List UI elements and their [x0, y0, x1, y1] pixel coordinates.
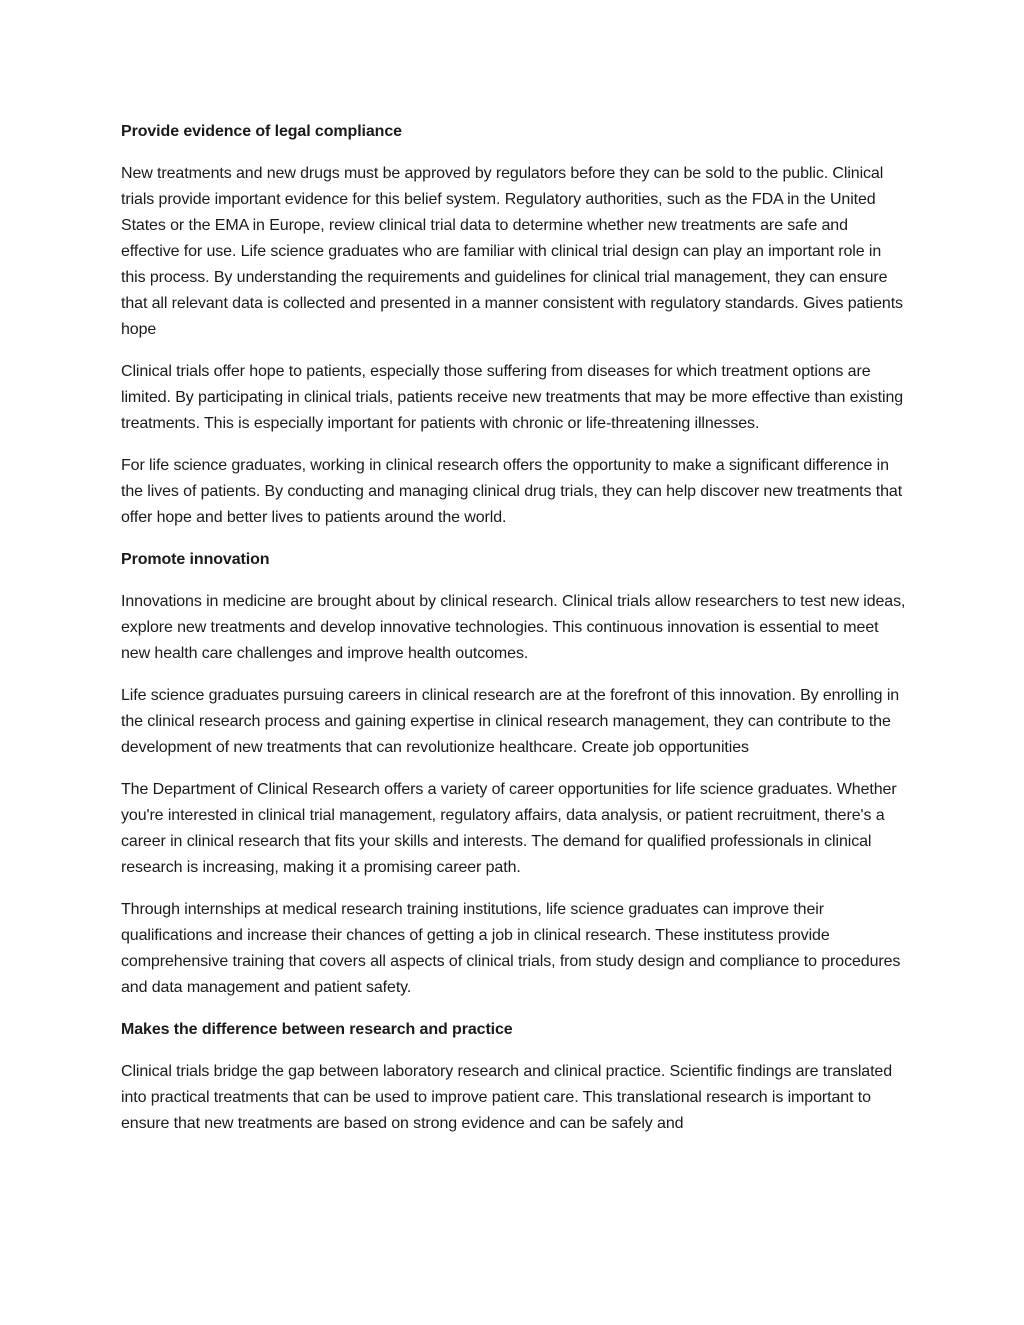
- section-heading-legal-compliance: Provide evidence of legal compliance: [121, 123, 402, 140]
- paragraph-translational-research: Clinical trials bridge the gap between laboratory research and clinical practice. Scientific findings are translated into practical treatments that can be used to improve patient care. This translational research is important to ensure that new treatments are based on strong evidence and can be safely and: [121, 1063, 893, 1132]
- paragraph-regulatory-approval: New treatments and new drugs must be approved by regulators before they can be sold to the public. Clinical trials provide important evidence for this belief system. Regulatory authorities, such as the FDA in the United States or the EMA in Europe, review clinical trial data to determine whether new treatments are safe and effective for use. Life science graduates who are familiar with clinical trial design can play an important role in this process. By understanding the requirements and guidelines for clinical trial management, they can ensure that all relevant data is collected and presented in a manner consistent with regulatory standards. Gives patients hope: [121, 165, 903, 338]
- paragraph-medical-innovation: Innovations in medicine are brought about by clinical research. Clinical trials allow researchers to test new ideas, explore new treatments and develop innovative technologies. This continuous innovation is essential to meet new health care challenges and improve health outcomes.: [121, 593, 906, 662]
- section-heading-promote-innovation: Promote innovation: [121, 551, 270, 568]
- paragraph-forefront-innovation: Life science graduates pursuing careers in clinical research are at the forefront of this innovation. By enrolling in the clinical research process and gaining expertise in clinical research management, they can contribute to the development of new treatments that can revolutionize healthcare. Create job opportunities: [121, 687, 900, 756]
- paragraph-internships: Through internships at medical research training institutions, life science graduates can improve their qualifications and increase their chances of getting a job in clinical research. These institutess provide comprehensive training that covers all aspects of clinical trials, from study design and compliance to procedures and data management and patient safety.: [121, 901, 901, 996]
- paragraph-hope-for-patients: Clinical trials offer hope to patients, especially those suffering from diseases for which treatment options are limited. By participating in clinical trials, patients receive new treatments that may be more effective than existing treatments. This is especially important for patients with chronic or life-threatening illnesses.: [121, 363, 904, 432]
- document-page: [121, 119, 906, 1153]
- paragraph-career-opportunities: The Department of Clinical Research offers a variety of career opportunities for life science graduates. Whether you're interested in clinical trial management, regulatory affairs, data analysis, or patient recruitment, there's a career in clinical research that fits your skills and interests. The demand for qualified professionals in clinical research is increasing, making it a promising career path.: [121, 781, 897, 876]
- section-heading-research-practice: Makes the difference between research and practice: [121, 1021, 513, 1038]
- paragraph-graduate-impact: For life science graduates, working in clinical research offers the opportunity to make a significant difference in the lives of patients. By conducting and managing clinical drug trials, they can help discover new treatments that offer hope and better lives to patients around the world.: [121, 457, 903, 526]
